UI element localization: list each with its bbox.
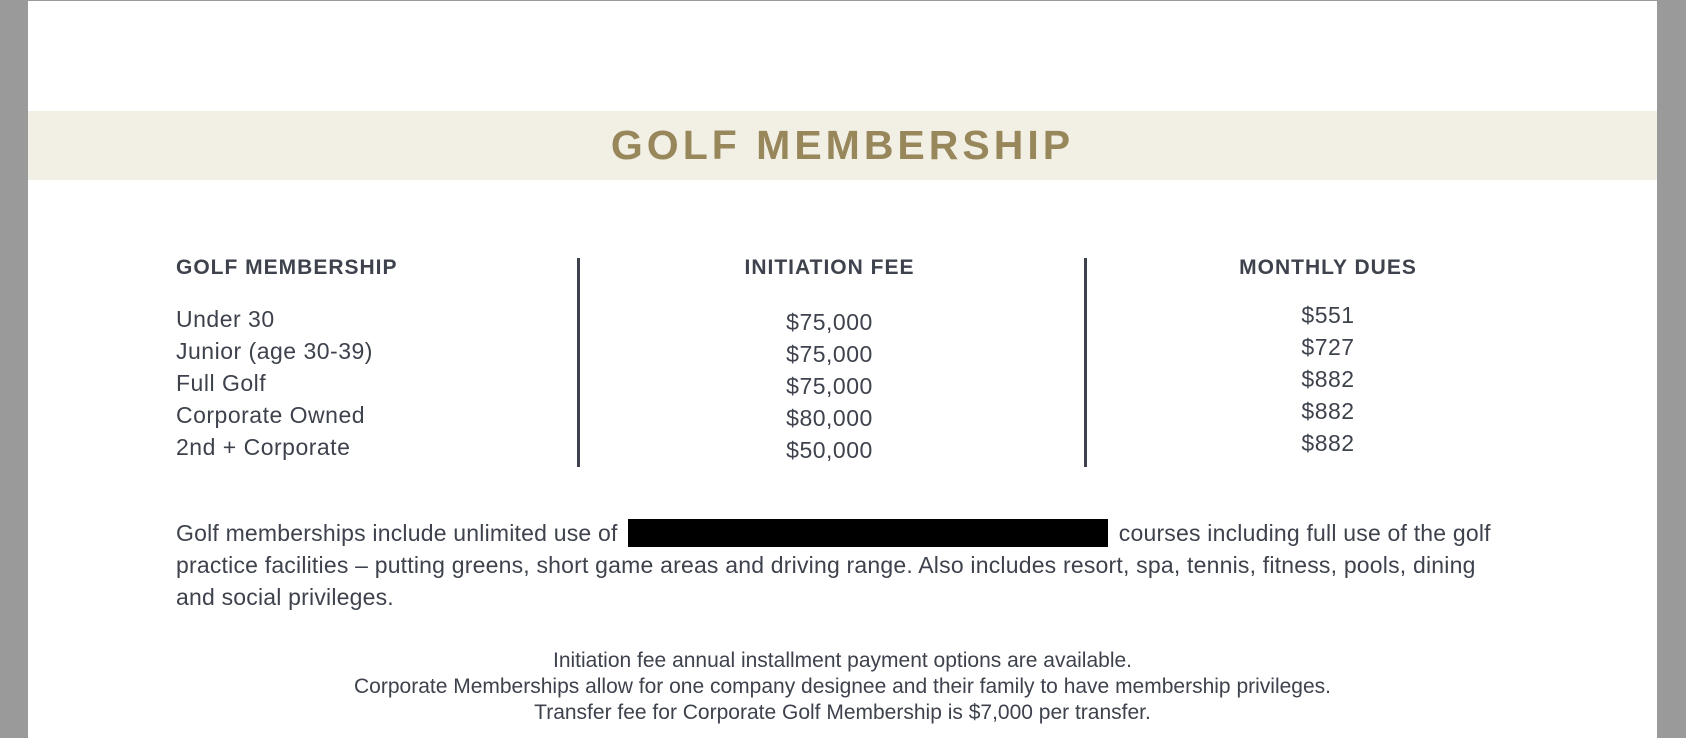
column-divider: [577, 258, 580, 467]
membership-type: Full Golf: [176, 370, 267, 396]
initiation-fee-column-header: INITIATION FEE: [744, 256, 915, 279]
initiation-fee-value: $75,000: [786, 341, 873, 367]
footnote-transfer-fee: Transfer fee for Corporate Golf Membership is $7,000 per transfer.: [534, 701, 1151, 724]
initiation-fee-value: $75,000: [786, 373, 873, 399]
monthly-dues-value: $882: [1301, 366, 1355, 392]
membership-type: Corporate Owned: [176, 402, 366, 428]
initiation-fee-value: $75,000: [786, 309, 873, 335]
membership-column: [176, 255, 576, 463]
description-text-start: Golf memberships include unlimited use of: [176, 520, 618, 546]
initiation-fee-value: $80,000: [786, 405, 873, 431]
monthly-dues-value: $882: [1301, 430, 1355, 456]
membership-description: [176, 517, 1516, 613]
document-page: [28, 1, 1657, 738]
redaction-bar: [628, 519, 1108, 547]
column-divider: [1084, 258, 1087, 467]
monthly-dues-value: $727: [1301, 334, 1355, 360]
description-text-end: courses including full use of the golf practice facilities – putting greens, short game areas and driving range. Also includes resort, spa, tennis, fitness, pools, dining and social privileges.: [176, 520, 1491, 610]
title-banner: [28, 111, 1657, 180]
monthly-dues-list: [1094, 299, 1562, 459]
page-title: GOLF MEMBERSHIP: [610, 122, 1075, 168]
footnote-installment: Initiation fee annual installment payment options are available.: [552, 649, 1133, 672]
membership-type: Junior (age 30-39): [176, 338, 373, 364]
monthly-dues-value: $882: [1301, 398, 1355, 424]
membership-type: 2nd + Corporate: [176, 434, 351, 460]
footnote-corporate: Corporate Memberships allow for one company designee and their family to have membership privileges.: [354, 675, 1331, 698]
initiation-fee-column: [588, 255, 1071, 466]
monthly-dues-value: $551: [1301, 302, 1355, 328]
monthly-dues-column-header: MONTHLY DUES: [1239, 256, 1417, 279]
membership-type: Under 30: [176, 306, 275, 332]
initiation-fee-value: $50,000: [786, 437, 873, 463]
initiation-fee-list: [588, 306, 1071, 466]
membership-list: [176, 303, 576, 463]
monthly-dues-column: [1094, 255, 1562, 459]
footnotes: [28, 648, 1657, 726]
membership-column-header: GOLF MEMBERSHIP: [176, 256, 398, 279]
